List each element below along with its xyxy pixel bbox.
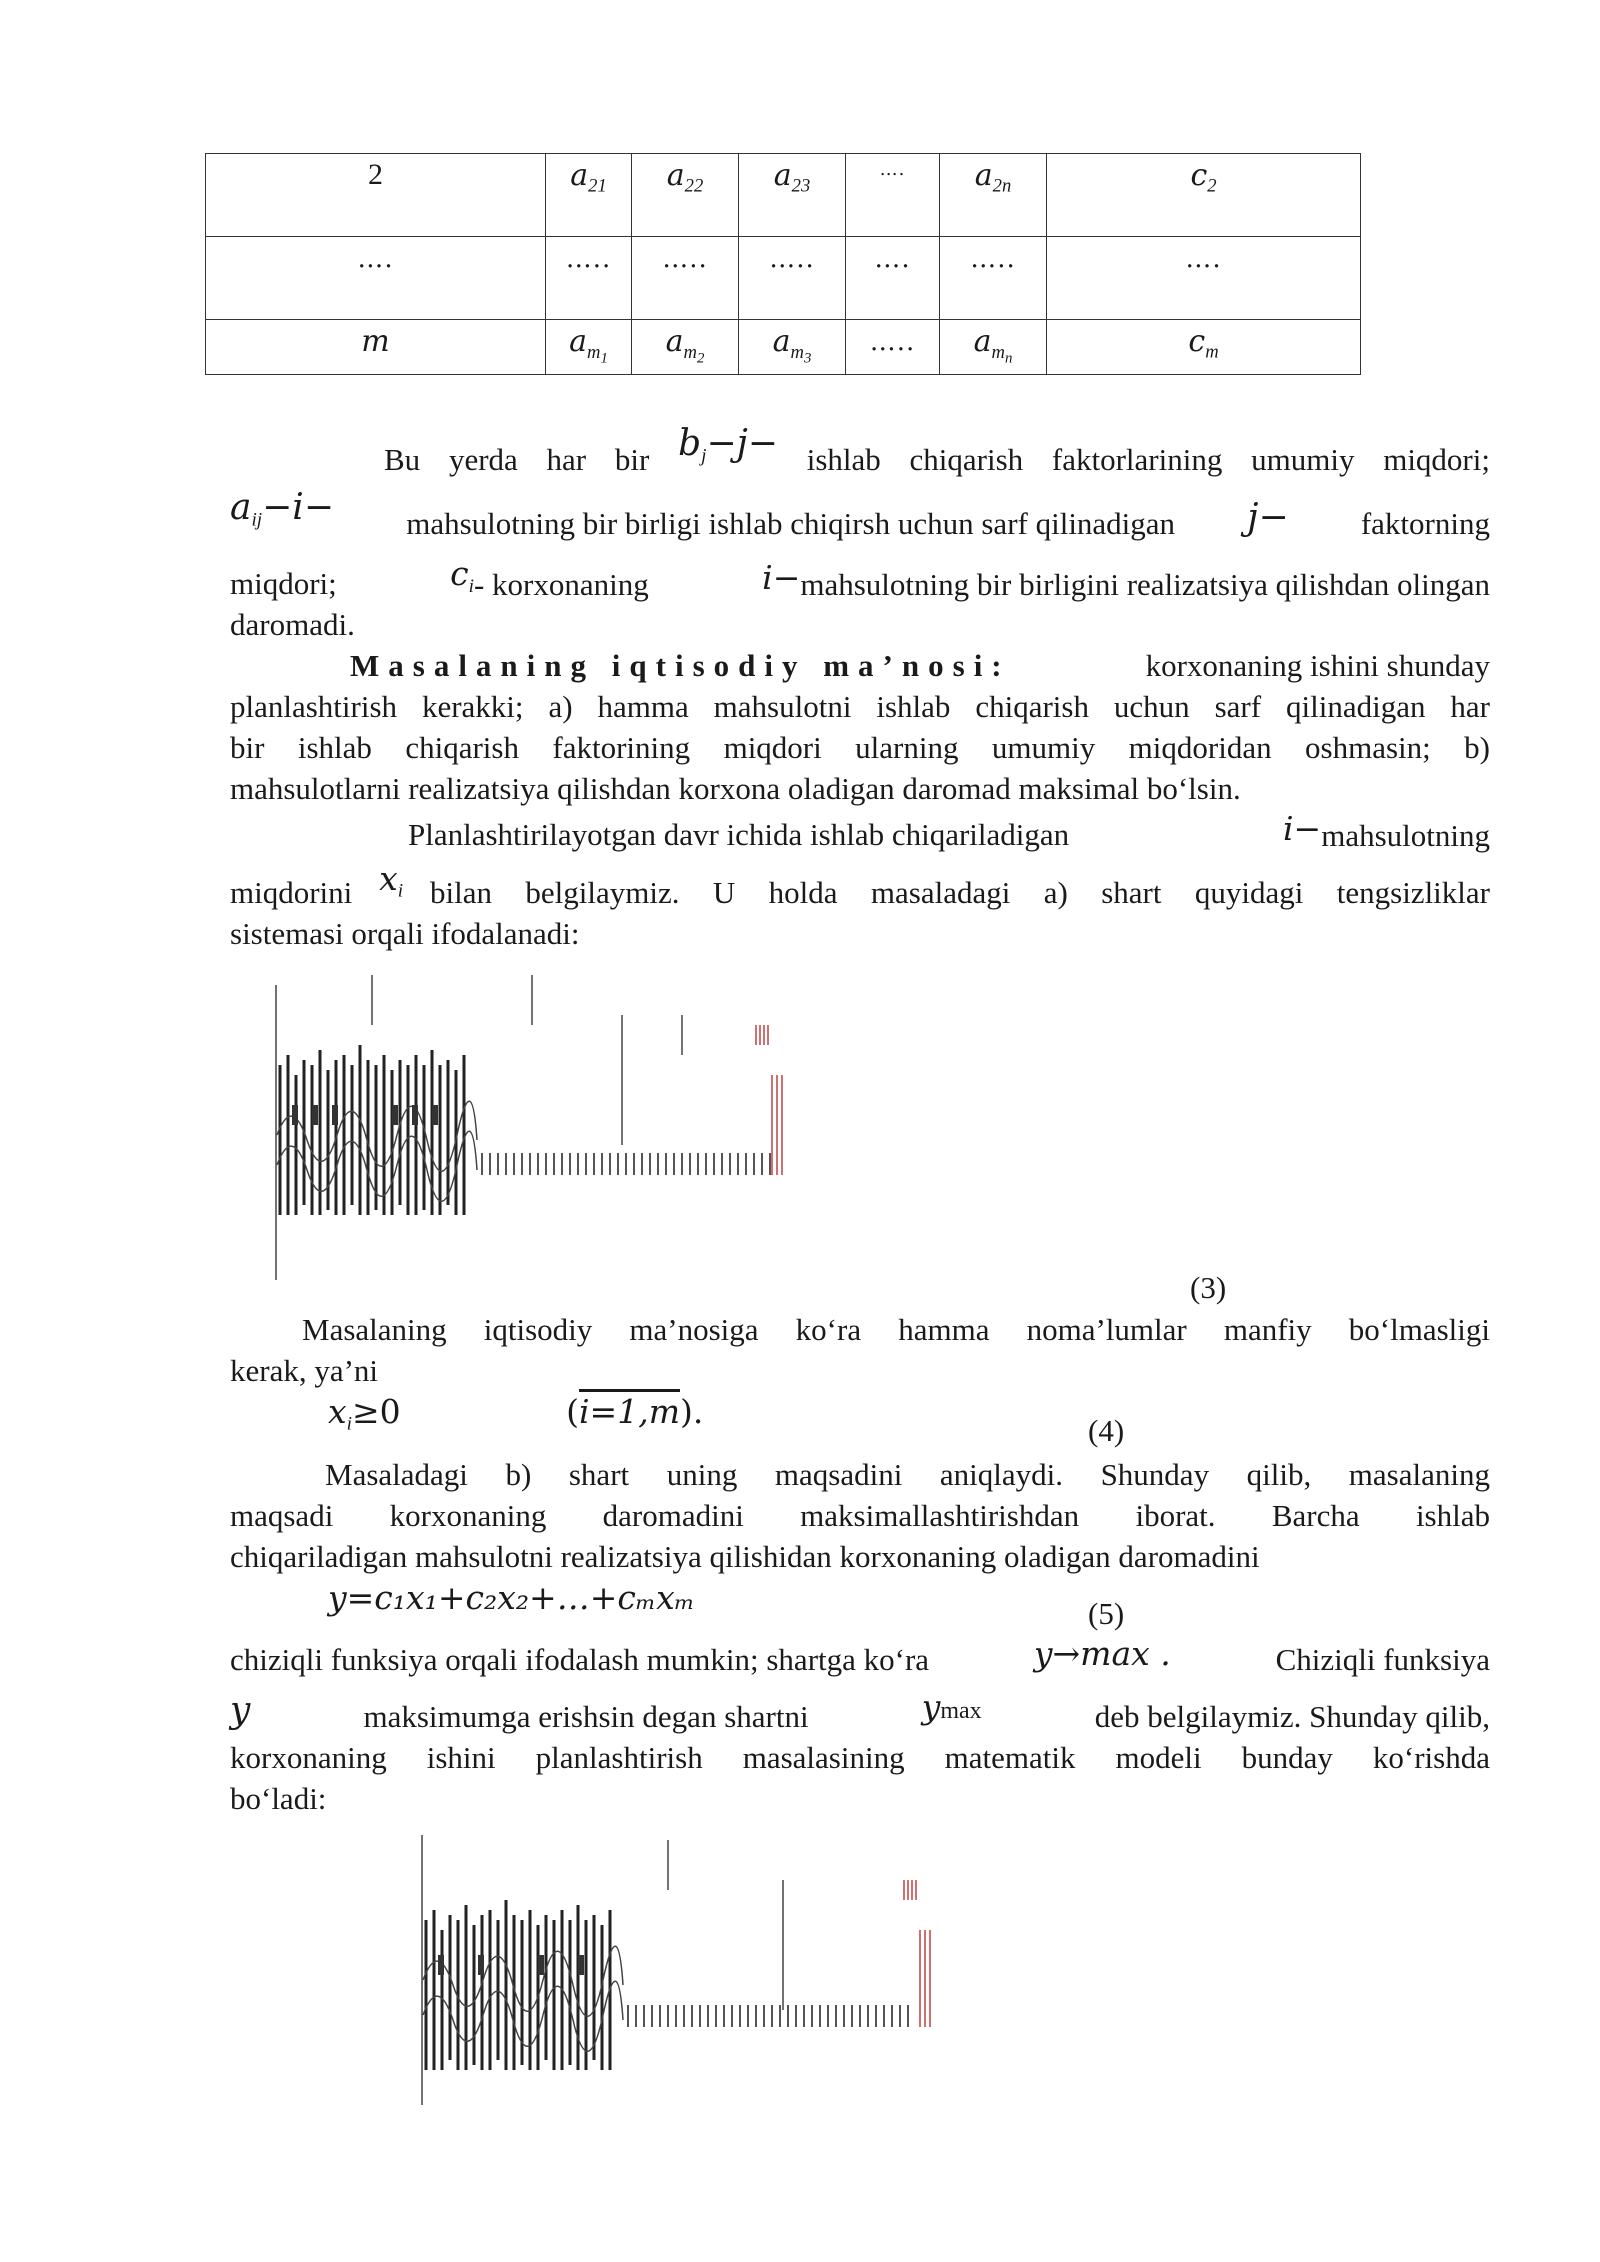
equation-number: (4) bbox=[1088, 1413, 1125, 1448]
paragraph-line: y maksimumga erishsin degan shartni ymax deb belgilaymiz. Shunday qilib, bbox=[230, 1687, 1490, 1734]
paragraph-line: miqdori; $c_i-$ korxonaning i−mahsulotning bir birligini realizatsiya qilishdan olingan bbox=[230, 554, 1490, 602]
table-cell: …. bbox=[1047, 237, 1361, 320]
table-cell: $a_{m_1}$ bbox=[546, 320, 632, 375]
table-cell: $a_{m_2}$ bbox=[632, 320, 739, 375]
table-cell: $a_{m_3}$ bbox=[739, 320, 846, 375]
paragraph-line: bo‘ladi: bbox=[230, 1781, 327, 1816]
paragraph-line: sistemasi orqali ifodalanadi: bbox=[230, 916, 580, 951]
equation-number: (5) bbox=[1088, 1596, 1125, 1631]
paragraph-line: $a_{ij}-i-$ mahsulotning bir birligi ishlab chiqirsh uchun sarf qilinadigan j− faktorning bbox=[230, 487, 1490, 541]
paragraph-line: Masalaning iqtisodiy ma’nosiga ko‘ra hamma noma’lumlar manfiy bo‘lmasligi bbox=[302, 1312, 1490, 1347]
table-cell: $a_{2n}$ bbox=[940, 154, 1047, 237]
table-cell: ….. bbox=[632, 237, 739, 320]
objective-function: y=c₁x₁+c₂x₂+…+cₘxₘ bbox=[328, 1578, 695, 1617]
table-cell: $a_{m_n}$ bbox=[940, 320, 1047, 375]
paragraph-line: chiziqli funksiya orqali ifodalash mumkin; shartga ko‘ra y→max . Chiziqli funksiya bbox=[230, 1634, 1490, 1677]
section-heading: Masalaning iqtisodiy ma’nosi: bbox=[350, 648, 1011, 683]
paragraph-line: Masaladagi b) shart uning maqsadini aniqlaydi. Shunday qilib, masalaning bbox=[325, 1457, 1490, 1492]
paragraph-line: kerak, ya’ni bbox=[230, 1353, 379, 1388]
equation-nonnegativity: $x_i\ge 0$ (i=1,m). bbox=[328, 1392, 704, 1435]
table-cell: m bbox=[206, 320, 546, 375]
table-cell: ….. bbox=[940, 237, 1047, 320]
paragraph-line: chiqariladigan mahsulotni realizatsiya qilishidan korxonaning oladigan daromadini bbox=[230, 1539, 1260, 1574]
table-cell: …. bbox=[206, 237, 546, 320]
table-cell: ….. bbox=[546, 237, 632, 320]
paragraph-line: Bu yerda har bir $b_j-j-$ ishlab chiqarish faktorlarining umumiy miqdori; bbox=[384, 423, 1490, 477]
table-cell: ….. bbox=[739, 237, 846, 320]
coefficients-table bbox=[205, 153, 1361, 375]
table-cell: …. bbox=[846, 237, 940, 320]
constraint-system-formula bbox=[272, 965, 792, 1285]
table-cell: $a_{22}$ bbox=[632, 154, 739, 237]
paragraph-line: maqsadi korxonaning daromadini maksimallashtirishdan iborat. Barcha ishlab bbox=[230, 1498, 1490, 1533]
paragraph-line: planlashtirish kerakki; a) hamma mahsulotni ishlab chiqarish uchun sarf qilinadigan har bbox=[230, 689, 1490, 724]
paragraph-line: Masalaning iqtisodiy ma’nosi: korxonaning ishini shunday bbox=[350, 646, 1490, 686]
mathematical-model-formula bbox=[418, 1830, 938, 2110]
equation-number: (3) bbox=[1190, 1270, 1227, 1305]
table-cell: 2 bbox=[206, 154, 546, 237]
paragraph-line: mahsulotlarni realizatsiya qilishdan korxona oladigan daromad maksimal bo‘lsin. bbox=[230, 771, 1241, 806]
table-cell: $a_{23}$ bbox=[739, 154, 846, 237]
paragraph-line: miqdorini $x_i$ bilan belgilaymiz. U holda masaladagi a) shart quyidagi tengsizliklar bbox=[230, 859, 1490, 910]
table-row bbox=[206, 237, 1361, 320]
paragraph-line: korxonaning ishini planlashtirish masalasining matematik modeli bunday ko‘rishda bbox=[230, 1740, 1490, 1775]
table-cell: $c_2$ bbox=[1047, 154, 1361, 237]
table-cell: $a_{21}$ bbox=[546, 154, 632, 237]
table-row bbox=[206, 154, 1361, 237]
paragraph-line: Planlashtirilayotgan davr ichida ishlab chiqariladigan i−mahsulotning bbox=[408, 809, 1490, 853]
table-row bbox=[206, 320, 1361, 375]
table-cell: $c_m$ bbox=[1047, 320, 1361, 375]
paragraph-line: bir ishlab chiqarish faktorining miqdori ularning umumiy miqdoridan oshmasin; b) bbox=[230, 730, 1490, 765]
table-cell: ….. bbox=[846, 320, 940, 375]
paragraph-line: daromadi. bbox=[230, 607, 355, 642]
table-cell: …. bbox=[846, 154, 940, 237]
